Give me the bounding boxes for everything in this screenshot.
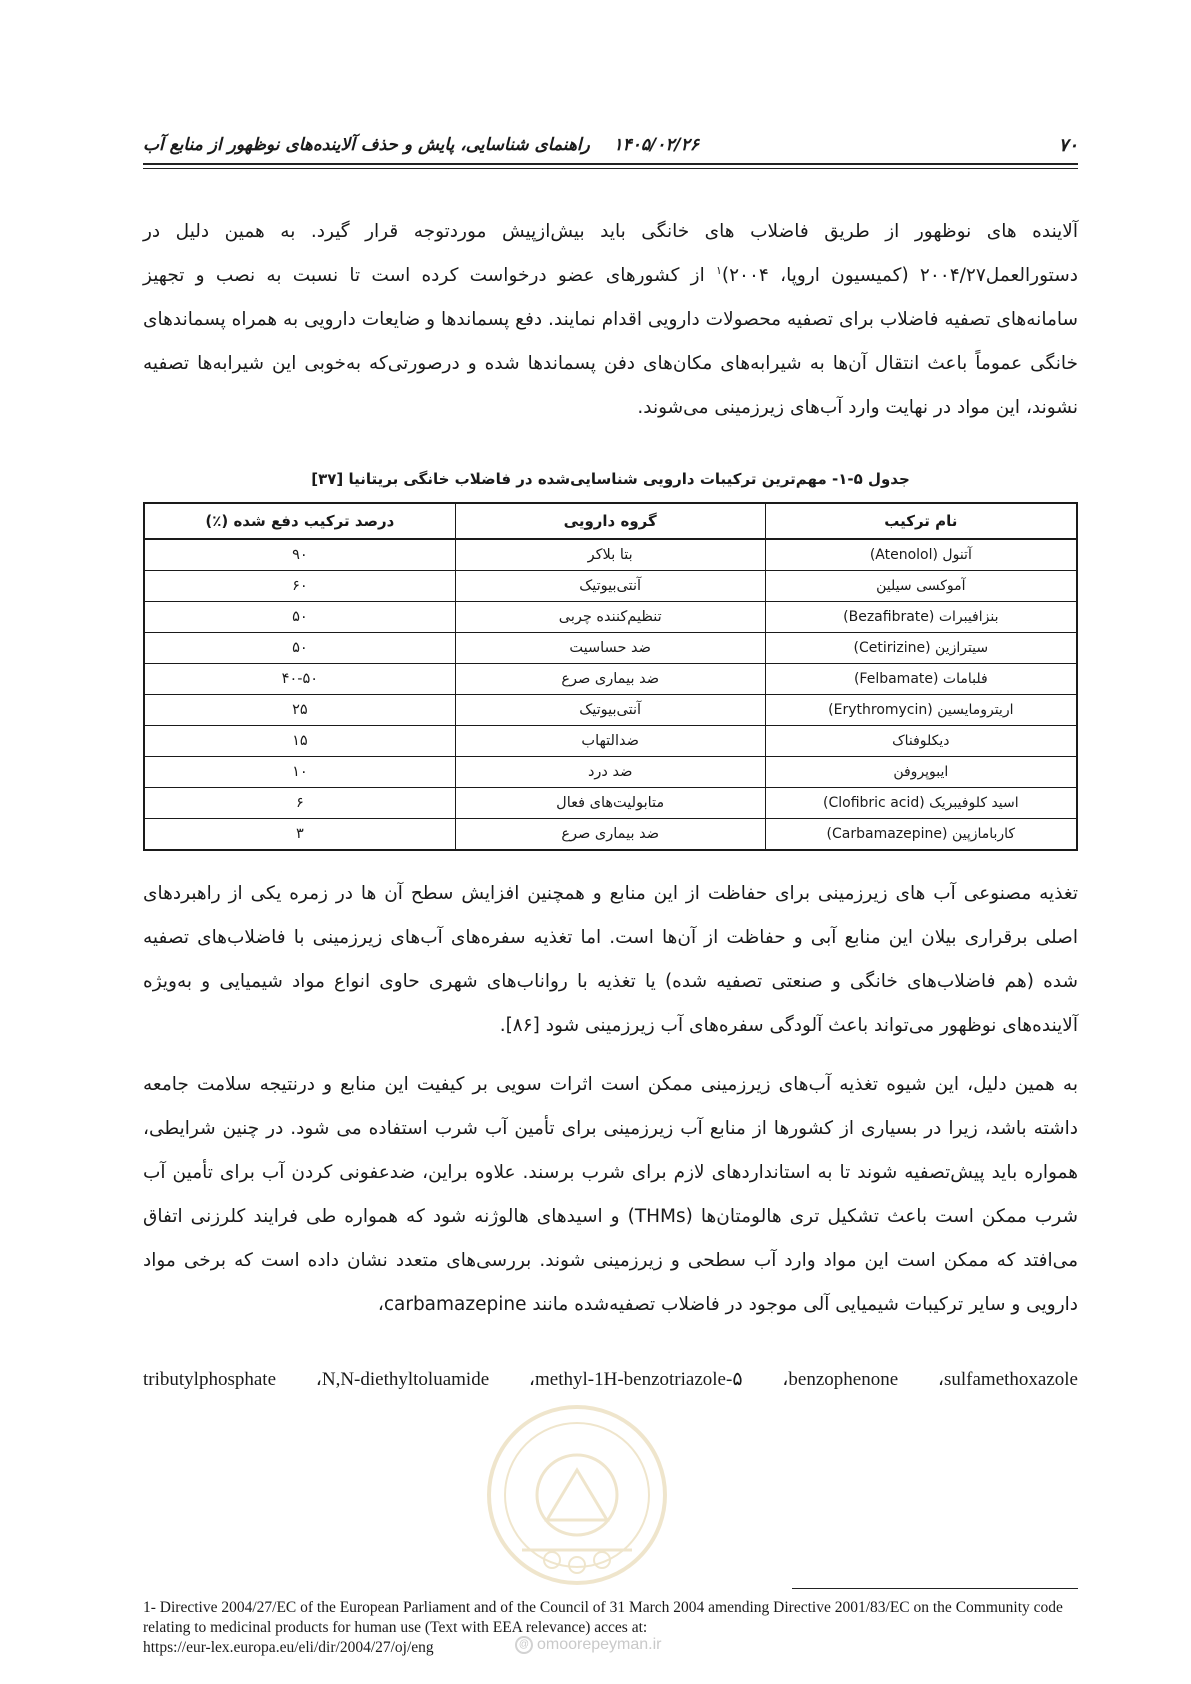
compound-item: ۵-methyl-1H-benzotriazole،	[528, 1369, 743, 1390]
header-title	[143, 135, 699, 155]
table-row: اریترومایسین (Erythromycin) آنتی‌بیوتیک ۲۵	[144, 695, 1077, 726]
footnote-url[interactable]: https://eur-lex.europa.eu/eli/dir/2004/27/oj/eng	[143, 1639, 434, 1656]
compound-item: benzophenone،	[782, 1369, 899, 1390]
running-header	[143, 128, 1078, 162]
compound-item: N,N-diethyltoluamide،	[315, 1369, 490, 1390]
drug-table	[143, 502, 1078, 851]
table-row: کاربامازپین (Carbamazepine) ضد بیماری صرع ۳	[144, 819, 1077, 851]
table-header-row	[144, 503, 1077, 539]
compound-item: tributylphosphate	[143, 1369, 276, 1390]
at-sign-icon: @	[515, 1636, 533, 1654]
watermark-seal-icon	[482, 1400, 672, 1590]
paragraph-2: تغذیه مصنوعی آب های زیرزمینی برای حفاظت از این منابع و همچنین افزایش سطح آن ها در زمره یکی از راهبردهای اصلی برقراری بیلان این منابع آبی و حفاظت از آن‌ها است. اما تغذیه سفره‌های آب‌های زیرزمینی با فاضلاب‌های تصفیه شده (هم فاضلاب‌های خانگی و صنعتی تصفیه شده) یا تغذیه با رواناب‌های شهری حاوی انواع مواد شیمیایی و به‌ویژه آلاینده‌های نوظهور می‌تواند باعث آلودگی سفره‌های آب زیرزمینی شود [۸۶].	[143, 883, 1078, 1036]
paragraph-1: آلاینده های نوظهور از طریق فاضلاب های خانگی باید بیش‌ازپیش موردتوجه قرار گیرد. به همین دلیل در دستورالعمل۲۰۰۴/۲۷ (کمیسیون اروپا، ۲۰۰۴)$^۱$ از کشورهای عضو درخواست کرده است تا نسبت به نصب و تجهیز سامانه‌های تصفیه فاضلاب برای تصفیه محصولات دارویی اقدام نمایند. دفع پسماندها و ضایعات دارویی به همراه پسماندهای خانگی عموماً باعث انتقال آن‌ها به شیرابه‌های مکان‌های دفن پسماندها شده و درصورتی‌که به‌خوبی این شیرابه‌ها تصفیه نشوند، این مواد در نهایت وارد آب‌های زیرزمینی می‌شوند.	[143, 221, 1078, 418]
footnote	[143, 1598, 1078, 1658]
col-header-group: گروه دارویی	[455, 503, 765, 539]
header-rule-thin	[143, 168, 1078, 169]
table-row: اسید کلوفیبریک (Clofibric acid) متابولیت‌های فعال ۶	[144, 788, 1077, 819]
col-header-percent: درصد ترکیب دفع شده (٪)	[144, 503, 455, 539]
table-row: آتنول (Atenolol) بتا بلاکر ۹۰	[144, 539, 1077, 571]
table-row: سیترازین (Cetirizine) ضد حساسیت ۵۰	[144, 633, 1077, 664]
table-row: بنزافیبرات (Bezafibrate) تنظیم‌کننده چربی ۵۰	[144, 602, 1077, 633]
table-row: ایبوپروفن ضد درد ۱۰	[144, 757, 1077, 788]
compound-list-line	[143, 1362, 1078, 1398]
footnote-text: 1- Directive 2004/27/EC of the European Parliament and of the Council of 31 March 2004 amending Directive 2001/83/EC on the Community code relating to medicinal products for human use (Text with EEA relevance) acces at:	[143, 1599, 1063, 1636]
table-caption: جدول ۵-۱- مهم‌ترین ترکیبات دارویی شناسایی‌شده در فاضلاب خانگی بریتانیا [۳۷]	[311, 470, 910, 488]
footnote-rule	[792, 1588, 1078, 1589]
footnote-ref[interactable]: ۱	[715, 263, 722, 277]
table-row: فلبامات (Felbamate) ضد بیماری صرع ۴۰-۵۰	[144, 664, 1077, 695]
header-rule	[143, 163, 1078, 165]
paragraph-3: به همین دلیل، این شیوه تغذیه آب‌های زیرزمینی ممکن است اثرات سویی بر کیفیت این منابع و درنتیجه سلامت جامعه داشته باشد، زیرا در بسیاری از کشورها از منابع آب زیرزمینی برای تأمین آب شرب استفاده می شود. در چنین شرایطی، همواره باید پیش‌تصفیه شوند تا به استانداردهای لازم برای شرب برسند. علاوه براین، ضدعفونی کردن آب برای تأمین آب شرب ممکن است باعث تشکیل تری هالومتان‌ها (THMs) و اسیدهای هالوژنه شود که همواره طی فرایند کلرزنی اتفاق می‌افتد که ممکن است این مواد وارد آب سطحی و زیرزمینی شوند. بررسی‌های متعدد نشان داده است که برخی مواد دارویی و سایر ترکیبات شیمیایی آلی موجود در فاضلاب تصفیه‌شده مانند carbamazepine،	[143, 1074, 1078, 1315]
table-row: آموکسی سیلین آنتی‌بیوتیک ۶۰	[144, 571, 1077, 602]
table-row: دیکلوفناک ضدالتهاب ۱۵	[144, 726, 1077, 757]
col-header-compound: نام ترکیب	[765, 503, 1077, 539]
header-book-title: راهنمای شناسایی، پایش و حذف آلاینده‌های نوظهور از منابع آب	[143, 135, 590, 155]
compound-item: sulfamethoxazole،	[937, 1369, 1078, 1390]
page-number: ۷۰	[1058, 134, 1078, 156]
watermark-site-text: omoorepeyman.ir	[537, 1636, 662, 1653]
header-date: ۱۴۰۵/۰۲/۲۶	[613, 135, 699, 155]
